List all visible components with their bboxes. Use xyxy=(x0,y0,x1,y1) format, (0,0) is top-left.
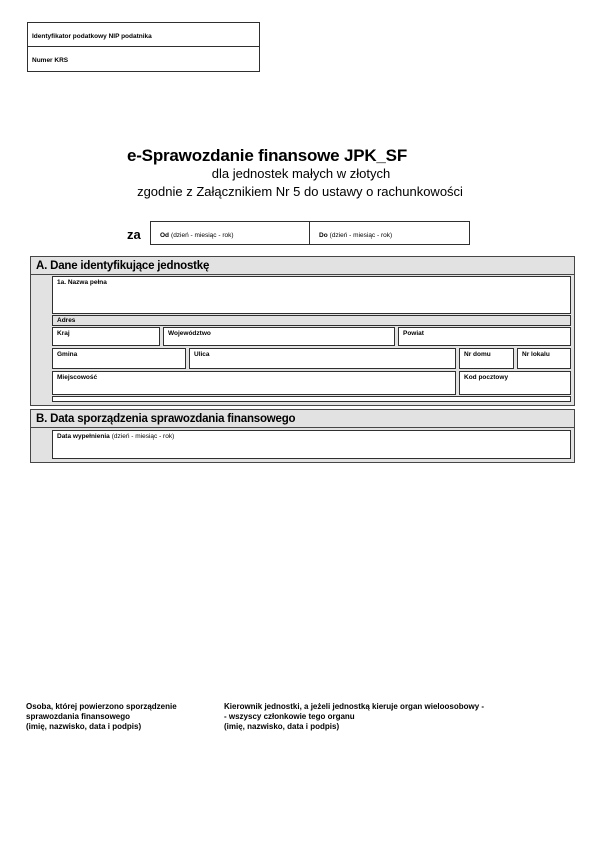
krs-label: Numer KRS xyxy=(32,56,69,64)
signature-preparer-line2: sprawozdania finansowego xyxy=(26,712,131,721)
nazwa-pelna-label: 1a. Nazwa pełna xyxy=(57,279,107,286)
nip-label: Identyfikator podatkowy NIP podatnika xyxy=(32,33,152,40)
signature-manager-line1: Kierownik jednostki, a jeżeli jednostką kieruje organ wieloosobowy - xyxy=(224,702,485,711)
wojewodztwo-label: Województwo xyxy=(168,330,211,337)
nazwa-pelna-input[interactable] xyxy=(52,276,571,314)
period-box xyxy=(150,221,470,245)
section-b xyxy=(30,409,575,463)
form-subtitle-2: zgodnie z Załącznikiem Nr 5 do ustawy o rachunkowości xyxy=(137,184,463,199)
form-title: e-Sprawozdanie finansowe JPK_SF xyxy=(126,146,408,165)
section-a-spacer-field xyxy=(52,396,571,402)
nr-domu-input[interactable] xyxy=(459,348,514,369)
form-subtitle-1: dla jednostek małych w złotych xyxy=(211,166,391,181)
miejscowosc-input[interactable] xyxy=(52,371,456,395)
kod-pocztowy-label: Kod pocztowy xyxy=(464,374,509,381)
section-b-title: B. Data sporządzenia sprawozdania finansowego xyxy=(31,410,574,428)
signature-manager-line3: (imię, nazwisko, data i podpis) xyxy=(224,722,340,731)
data-wypelnienia-label: Data wypełnienia (dzień - miesiąc - rok) xyxy=(57,433,175,440)
signature-preparer-line1: Osoba, której powierzono sporządzenie xyxy=(26,702,177,711)
wojewodztwo-input[interactable] xyxy=(163,327,395,346)
nr-domu-label: Nr domu xyxy=(464,351,491,358)
adres-group-label: Adres xyxy=(57,317,76,324)
nr-lokalu-label: Nr lokalu xyxy=(522,351,550,358)
gmina-label: Gmina xyxy=(57,351,78,358)
powiat-label: Powiat xyxy=(403,330,424,337)
signature-preparer-line3: (imię, nazwisko, data i podpis) xyxy=(26,722,142,731)
kraj-input[interactable] xyxy=(52,327,160,346)
signature-manager-line2: - wszyscy członkowie tego organu xyxy=(224,712,355,721)
adres-group-bar xyxy=(52,315,571,326)
data-wypelnienia-input[interactable] xyxy=(52,430,571,459)
kod-pocztowy-input[interactable] xyxy=(459,371,571,395)
period-za-label: za xyxy=(127,227,141,242)
period-to-label: Do (dzień - miesiąc - rok) xyxy=(319,232,393,239)
kraj-label: Kraj xyxy=(57,330,70,337)
gmina-input[interactable] xyxy=(52,348,186,369)
period-to-input[interactable] xyxy=(310,222,469,244)
krs-input[interactable] xyxy=(28,47,259,71)
nip-input[interactable] xyxy=(28,23,259,47)
section-a xyxy=(30,256,575,406)
signature-block-manager xyxy=(224,702,484,732)
ulica-label: Ulica xyxy=(194,351,210,358)
signature-block-preparer xyxy=(26,702,177,732)
powiat-input[interactable] xyxy=(398,327,571,346)
section-a-title: A. Dane identyfikujące jednostkę xyxy=(31,257,574,275)
nr-lokalu-input[interactable] xyxy=(517,348,571,369)
period-from-label: Od (dzień - miesiąc - rok) xyxy=(160,232,234,239)
ulica-input[interactable] xyxy=(189,348,456,369)
miejscowosc-label: Miejscowość xyxy=(57,374,98,381)
tax-id-box xyxy=(27,22,260,72)
period-from-input[interactable] xyxy=(151,222,310,244)
